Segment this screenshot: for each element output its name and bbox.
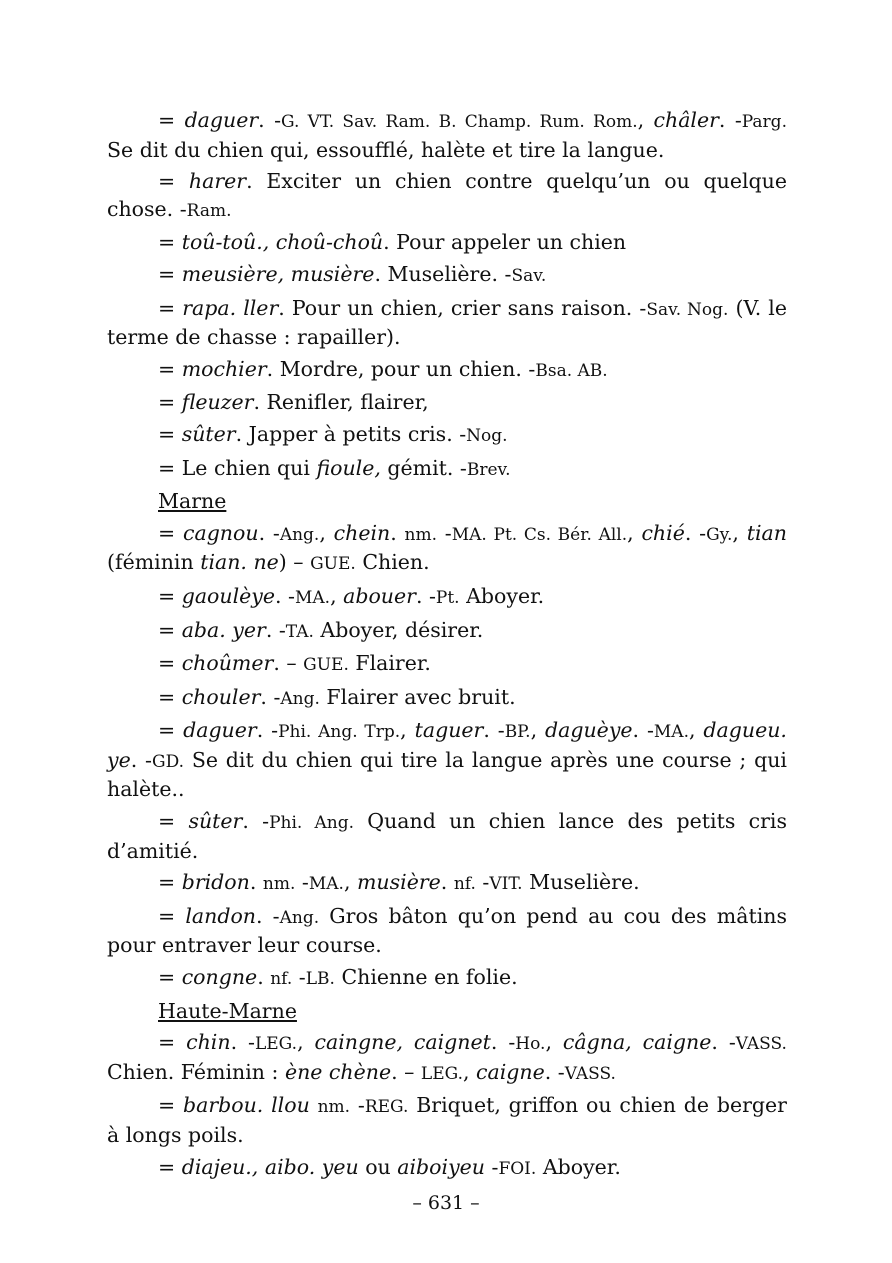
entry-text: (féminin bbox=[107, 550, 201, 575]
entry-text: Quand un chien lance des petits cris d’amitié. bbox=[107, 809, 787, 863]
entry-term: sûter bbox=[181, 421, 236, 446]
entry-term: aiboiyeu bbox=[397, 1154, 485, 1179]
entry-text: . - bbox=[230, 1030, 255, 1055]
entry-text: - bbox=[295, 870, 309, 895]
entry-text: Se dit du chien qui tire la langue après une course ; qui halète.. bbox=[107, 747, 787, 802]
section-heading-text: Marne bbox=[158, 489, 227, 514]
dictionary-entry bbox=[107, 453, 787, 487]
entry-term: meusière, musière bbox=[181, 261, 375, 286]
entry-source: VIT. bbox=[489, 874, 523, 895]
entry-text: ou bbox=[358, 1154, 398, 1179]
entry-text: . Renifler, flairer, bbox=[253, 390, 429, 415]
entry-source: GUE. bbox=[310, 554, 356, 575]
entry-text: gémit. - bbox=[380, 455, 467, 480]
entry-source: Ang. bbox=[279, 907, 320, 928]
dictionary-entry bbox=[107, 419, 787, 453]
entry-text: Aboyer, désirer. bbox=[313, 617, 484, 642]
entry-term: aba. yer bbox=[181, 617, 266, 642]
entry-source: LEG. bbox=[254, 1034, 298, 1055]
entry-text: , bbox=[319, 520, 334, 545]
entry-text: = Le chien qui bbox=[158, 455, 317, 480]
entry-source: VASS. bbox=[564, 1063, 616, 1084]
entry-text: = bbox=[158, 965, 182, 990]
entry-term: congne bbox=[181, 965, 258, 990]
entry-term: chié bbox=[641, 520, 685, 545]
entry-text: Briquet, griffon ou chien de berger à longs poils. bbox=[107, 1093, 787, 1147]
entry-term: chein bbox=[333, 520, 391, 545]
entry-text: . - bbox=[483, 718, 505, 743]
entry-text: , bbox=[297, 1030, 315, 1055]
dictionary-entry bbox=[107, 962, 787, 996]
entry-text: , bbox=[545, 1030, 563, 1055]
entry-text: = bbox=[158, 108, 185, 132]
entry-term: chouler bbox=[181, 684, 261, 709]
entry-text: . - bbox=[632, 718, 654, 743]
entry-text: , bbox=[627, 520, 642, 545]
entry-text: = bbox=[158, 1030, 187, 1055]
dictionary-entry bbox=[107, 387, 787, 419]
entry-text: - bbox=[437, 520, 452, 545]
dictionary-entry bbox=[107, 806, 787, 867]
entry-source: Phi. Ang. bbox=[269, 813, 354, 834]
entry-text: = bbox=[158, 809, 189, 834]
entry-text: . - bbox=[242, 809, 270, 834]
dictionary-entry bbox=[107, 581, 787, 615]
entry-term: câgna, caigne bbox=[562, 1030, 712, 1055]
entry-source: nm. bbox=[262, 874, 296, 895]
dictionary-entry bbox=[107, 227, 787, 259]
entry-source: Ram. bbox=[186, 200, 232, 221]
entry-text: ) – bbox=[278, 550, 311, 575]
section-heading-text: Haute-Marne bbox=[158, 998, 297, 1023]
entry-term: abouer bbox=[343, 583, 416, 608]
section-heading bbox=[107, 486, 787, 518]
entry-text: Se dit du chien qui, essoufflé, halète et tire la langue. bbox=[107, 137, 665, 162]
entry-source: GUE. bbox=[303, 655, 349, 676]
entry-source: Ang. bbox=[279, 524, 320, 545]
entry-term: diajeu., aibo. yeu bbox=[181, 1154, 359, 1179]
entry-text: . - bbox=[718, 108, 742, 132]
entry-text: . – bbox=[391, 1059, 421, 1084]
entry-term: daguer bbox=[183, 718, 257, 743]
entry-term: caingne, caignet bbox=[314, 1030, 491, 1055]
entry-text: Chienne en folie. bbox=[334, 965, 518, 990]
entry-text: = bbox=[158, 520, 183, 545]
entry-text: = bbox=[158, 169, 189, 194]
entry-text: Muselière. bbox=[522, 870, 640, 895]
entry-term: tian bbox=[746, 520, 787, 545]
entry-text: = bbox=[158, 356, 182, 381]
page-number: – 631 – bbox=[412, 1192, 480, 1214]
entry-text: . - bbox=[415, 583, 436, 608]
entry-text: Chien. Féminin : bbox=[107, 1059, 285, 1084]
entry-source: Nog. bbox=[466, 425, 508, 446]
dictionary-entry bbox=[107, 1027, 787, 1090]
entry-source: Sav. Nog. bbox=[646, 299, 729, 320]
entry-text: , bbox=[462, 1059, 477, 1084]
document-body bbox=[107, 105, 787, 1185]
entry-source: G. VT. Sav. Ram. B. Champ. Rum. Rom. bbox=[281, 112, 638, 132]
entry-source: LEG. bbox=[420, 1063, 463, 1084]
dictionary-entry bbox=[107, 166, 787, 227]
entry-source: Sav. bbox=[511, 265, 547, 286]
entry-text: . Pour appeler un chien bbox=[383, 230, 627, 255]
entry-term: caigne bbox=[476, 1059, 545, 1084]
dictionary-entry bbox=[107, 682, 787, 716]
entry-text: . bbox=[390, 520, 405, 545]
entry-text: , bbox=[637, 108, 654, 132]
entry-text: . bbox=[249, 870, 263, 895]
entry-term: daguer bbox=[184, 108, 259, 132]
entry-text: . Exciter un chien contre quelqu’un ou quelque chose. - bbox=[107, 169, 787, 221]
entry-text: - bbox=[292, 965, 306, 990]
entry-text: = bbox=[158, 870, 182, 895]
entry-text: Flairer. bbox=[348, 651, 431, 676]
entry-term: harer bbox=[188, 169, 247, 194]
entry-term: barbou. llou bbox=[182, 1093, 310, 1118]
entry-text: , bbox=[343, 870, 357, 895]
entry-source: Brev. bbox=[466, 459, 511, 480]
entry-text: - bbox=[475, 870, 490, 895]
entry-text: . Japper à petits cris. - bbox=[235, 421, 467, 446]
entry-term: fleuzer bbox=[181, 390, 254, 415]
entry-text: (V. le terme de chasse : rapailler). bbox=[107, 295, 787, 350]
section-heading bbox=[107, 996, 787, 1028]
entry-text: = bbox=[158, 1154, 182, 1179]
entry-text: . - bbox=[258, 108, 281, 132]
dictionary-entry bbox=[107, 1090, 787, 1151]
entry-term: rapa. ller bbox=[182, 295, 279, 320]
entry-term: chin bbox=[186, 1030, 231, 1055]
entry-text: . - bbox=[544, 1059, 565, 1084]
entry-text: = bbox=[158, 1093, 183, 1118]
entry-source: MA. Pt. Cs. Bér. All. bbox=[451, 524, 628, 545]
entry-source: MA. bbox=[308, 874, 344, 895]
dictionary-entry bbox=[107, 518, 787, 581]
dictionary-entry bbox=[107, 105, 787, 166]
dictionary-entry bbox=[107, 901, 787, 962]
entry-text: . - bbox=[130, 747, 152, 772]
entry-source: nm. bbox=[404, 524, 438, 545]
dictionary-entry bbox=[107, 648, 787, 682]
entry-source: FOI. bbox=[498, 1158, 537, 1179]
entry-text: Chien. bbox=[355, 550, 430, 575]
entry-text: . – bbox=[273, 651, 304, 676]
entry-term: bridon bbox=[181, 870, 250, 895]
entry-term: mochier bbox=[181, 356, 267, 381]
entry-term: fioule, bbox=[316, 455, 381, 480]
entry-text: Aboyer. bbox=[536, 1154, 621, 1179]
entry-text: . - bbox=[275, 583, 295, 608]
entry-source: Ho. bbox=[515, 1034, 546, 1055]
entry-text: , bbox=[330, 583, 344, 608]
entry-text: . - bbox=[260, 684, 281, 709]
entry-term: taguer bbox=[414, 718, 484, 743]
entry-text: . Pour un chien, crier sans raison. - bbox=[278, 295, 647, 320]
entry-text: = bbox=[158, 684, 182, 709]
entry-term: sûter bbox=[188, 809, 243, 834]
entry-text: = bbox=[158, 718, 184, 743]
entry-text: = bbox=[158, 583, 182, 608]
dictionary-entry bbox=[107, 715, 787, 806]
dictionary-entry bbox=[107, 259, 787, 293]
dictionary-entry bbox=[107, 354, 787, 388]
entry-text: . Muselière. - bbox=[374, 261, 512, 286]
entry-text: . - bbox=[684, 520, 707, 545]
entry-source: nf. bbox=[270, 969, 293, 990]
entry-term: daguèye bbox=[545, 718, 633, 743]
entry-source: nf. bbox=[453, 874, 476, 895]
entry-text: = bbox=[158, 230, 182, 255]
entry-text: , bbox=[688, 718, 704, 743]
entry-text bbox=[310, 1093, 318, 1117]
entry-term: toû-toû., choû-choû bbox=[181, 230, 384, 255]
entry-source: BP. bbox=[504, 722, 531, 743]
entry-source: nm. bbox=[317, 1097, 351, 1118]
entry-source: Ang. bbox=[280, 688, 320, 709]
entry-term: tian. ne bbox=[200, 550, 279, 575]
entry-source: MA. bbox=[294, 587, 331, 608]
entry-term: ène chène bbox=[284, 1059, 392, 1084]
entry-term: landon bbox=[185, 903, 256, 928]
entry-source: Bsa. AB. bbox=[535, 360, 608, 381]
entry-term: choûmer bbox=[181, 651, 274, 676]
entry-text: = bbox=[158, 261, 182, 286]
entry-text: = bbox=[158, 390, 182, 415]
entry-text: = bbox=[158, 295, 183, 320]
entry-source: GD. bbox=[151, 751, 184, 772]
entry-text: . - bbox=[265, 617, 286, 642]
entry-text: = bbox=[158, 421, 182, 446]
entry-term: dagueu. ye bbox=[107, 718, 787, 772]
entry-source: LB. bbox=[305, 969, 335, 990]
entry-text: Flairer avec bruit. bbox=[319, 684, 516, 709]
dictionary-entry bbox=[107, 867, 787, 901]
entry-source: VASS. bbox=[735, 1034, 787, 1055]
entry-text: - bbox=[350, 1093, 365, 1118]
entry-term: cagnou bbox=[182, 520, 259, 545]
entry-source: REG. bbox=[364, 1097, 409, 1118]
entry-text: = bbox=[158, 617, 182, 642]
entry-text: , bbox=[400, 718, 415, 743]
entry-text: = bbox=[158, 651, 182, 676]
entry-text: . bbox=[440, 870, 454, 895]
entry-text: . Mordre, pour un chien. - bbox=[266, 356, 536, 381]
entry-text: - bbox=[484, 1154, 499, 1179]
entry-source: Parg. bbox=[741, 112, 787, 132]
dictionary-entry bbox=[107, 1152, 787, 1186]
entry-text: . - bbox=[711, 1030, 736, 1055]
dictionary-entry bbox=[107, 293, 787, 354]
entry-source: TA. bbox=[285, 621, 314, 642]
entry-term: gaoulèye bbox=[181, 583, 275, 608]
entry-text: , bbox=[530, 718, 546, 743]
entry-term: châler bbox=[653, 108, 719, 132]
entry-term: musière bbox=[356, 870, 441, 895]
entry-text: , bbox=[732, 520, 747, 545]
entry-text: = bbox=[158, 903, 186, 928]
entry-text: . - bbox=[490, 1030, 516, 1055]
entry-text: Aboyer. bbox=[459, 583, 545, 608]
entry-text: . bbox=[257, 965, 271, 990]
entry-source: Phi. Ang. Trp. bbox=[278, 722, 401, 743]
dictionary-entry bbox=[107, 615, 787, 649]
entry-text: . - bbox=[256, 903, 280, 928]
entry-text: . - bbox=[258, 520, 280, 545]
entry-source: Gy. bbox=[706, 524, 733, 545]
entry-text: . - bbox=[256, 718, 279, 743]
entry-source: Pt. bbox=[435, 587, 460, 608]
entry-source: MA. bbox=[653, 722, 689, 743]
entry-text: Gros bâton qu’on pend au cou des mâtins pour entraver leur course. bbox=[107, 903, 787, 958]
